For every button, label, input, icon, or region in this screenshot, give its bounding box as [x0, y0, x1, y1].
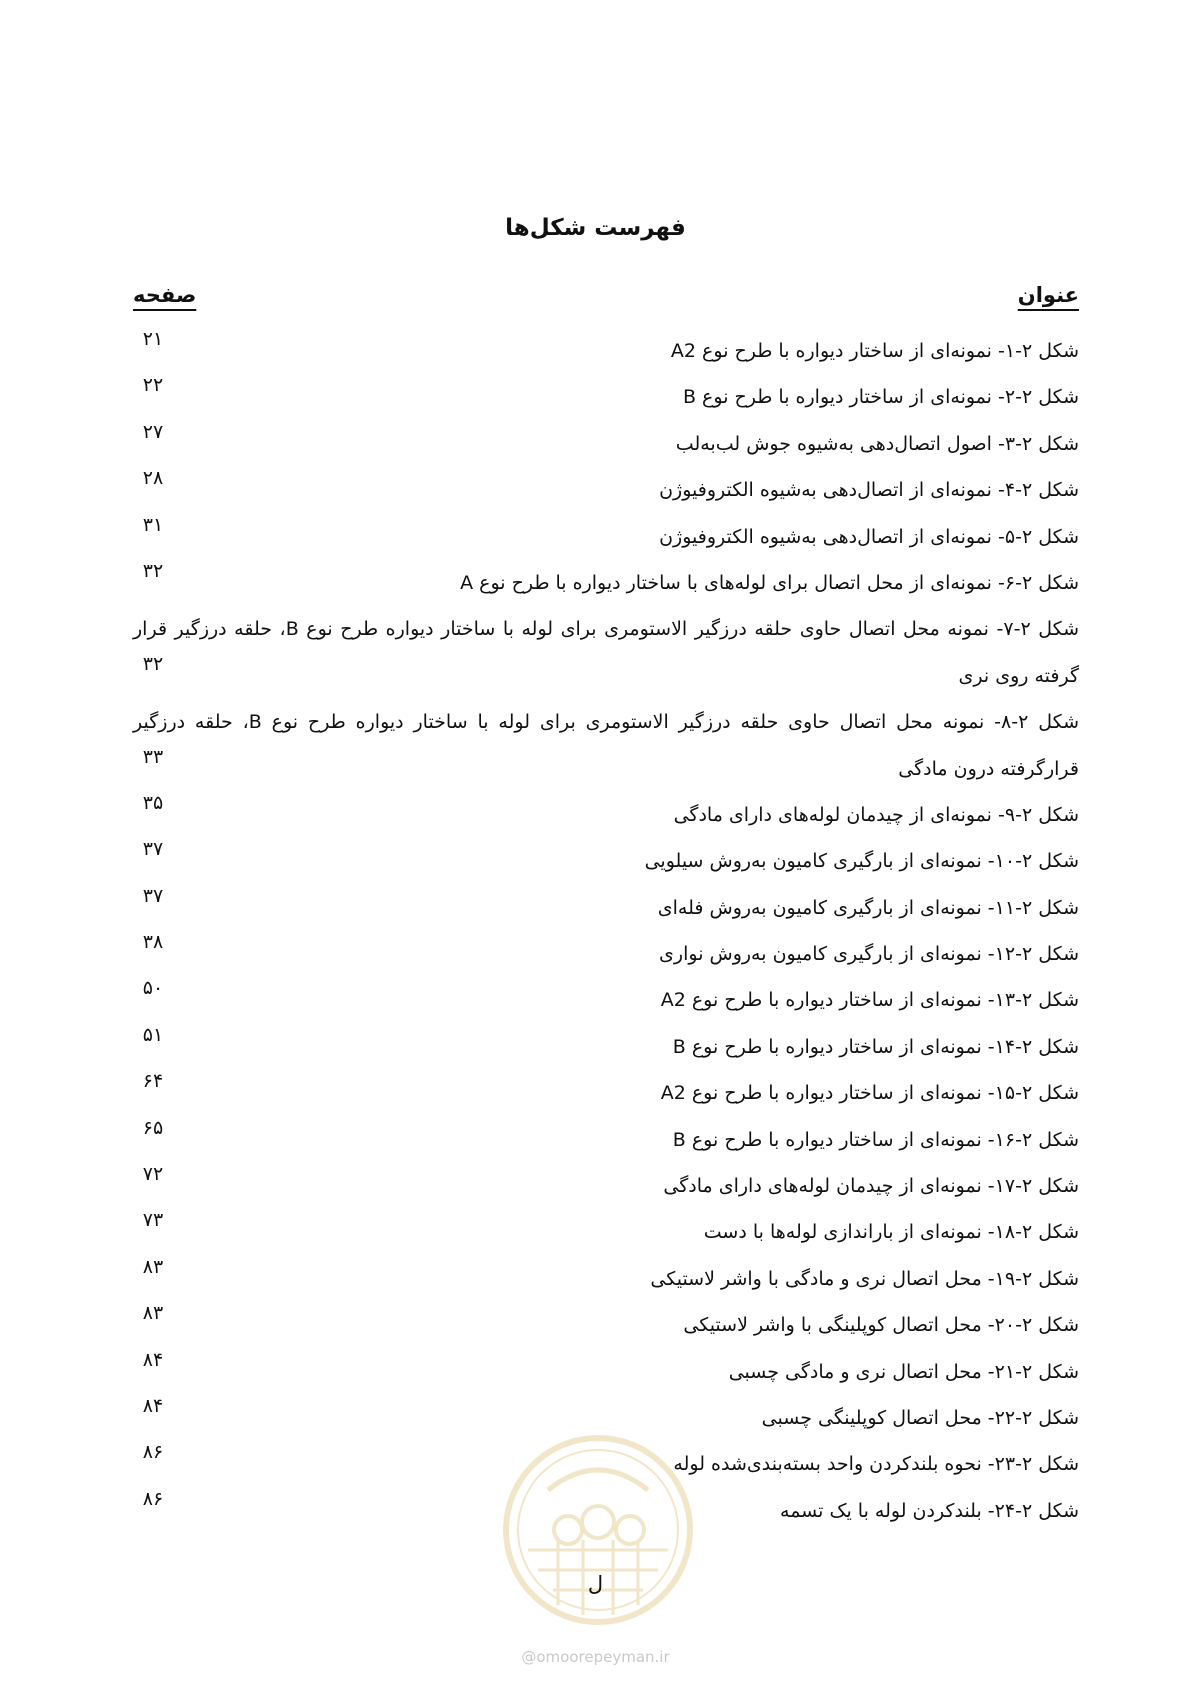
figure-entry	[0, 1163, 1191, 1209]
figure-entry	[0, 1209, 1191, 1255]
figure-entry-title: شکل ۲-۱- نمونه‌ای از ساختار دیواره با طرح نوع A2	[670, 340, 1079, 362]
figure-entry	[0, 977, 1191, 1023]
figure-entry-page: ۶۵	[142, 1116, 164, 1139]
figure-entry	[0, 931, 1191, 977]
figure-entry-title: شکل ۲-۱۳- نمونه‌ای از ساختار دیواره با طرح نوع A2	[660, 989, 1079, 1012]
figure-entry-title: شکل ۲-۱۷- نمونه‌ای از چیدمان لوله‌های دارای مادگی	[663, 1175, 1079, 1198]
figure-entry	[0, 1117, 1191, 1163]
figure-entry	[0, 1488, 1191, 1534]
figure-entry-title: شکل ۲-۲- نمونه‌ای از ساختار دیواره با طرح نوع B	[682, 386, 1079, 409]
page-number: ل	[587, 1572, 604, 1596]
figure-entry-page: ۲۷	[142, 420, 164, 443]
figure-entry-page: ۲۸	[142, 467, 164, 490]
figure-entry-title: شکل ۲-۱۰- نمونه‌ای از بارگیری کامیون به‌روش سیلویی	[644, 850, 1079, 873]
figure-entry-page: ۸۶	[142, 1441, 164, 1464]
figure-entry-page: ۸۳	[142, 1255, 164, 1278]
figure-list	[0, 328, 1191, 1534]
figure-entry-page: ۲۱	[142, 328, 164, 350]
figure-entry-title: شکل ۲-۲۰- محل اتصال کوپلینگی با واشر لاستیکی	[683, 1314, 1079, 1337]
figure-entry	[0, 1302, 1191, 1348]
figure-entry-title: شکل ۲-۹- نمونه‌ای از چیدمان لوله‌های دارای مادگی	[673, 803, 1079, 826]
figure-entry-page: ۳۵	[142, 791, 164, 814]
figure-entry-title: شکل ۲-۱۱- نمونه‌ای از بارگیری کامیون به‌روش فله‌ای	[657, 896, 1079, 919]
figure-entry-title: شکل ۲-۱۲- نمونه‌ای از بارگیری کامیون به‌روش نواری	[659, 943, 1079, 966]
figure-entry	[0, 1024, 1191, 1070]
figure-entry	[0, 1349, 1191, 1395]
figure-entry	[0, 1441, 1191, 1487]
figure-entry-title: شکل ۲-۱۶- نمونه‌ای از ساختار دیواره با طرح نوع B	[672, 1128, 1079, 1151]
figure-entry-page: ۷۳	[142, 1209, 164, 1232]
figure-entry-page: ۸۶	[142, 1487, 164, 1510]
figure-entry	[0, 606, 1191, 699]
figure-entry-page: ۸۳	[142, 1302, 164, 1325]
figure-entry-title: شکل ۲-۸- نمونه محل اتصال حاوی حلقه درزگیر الاستومری برای لوله با ساختار دیواره طرح نوع B، حلقه درزگیر	[133, 711, 1079, 734]
figure-entry	[0, 560, 1191, 606]
watermark-url: @omoorepeyman.ir	[521, 1648, 670, 1666]
figure-entry-title: گرفته روی نری	[958, 664, 1079, 687]
figure-entry-title: شکل ۲-۷- نمونه محل اتصال حاوی حلقه درزگیر الاستومری برای لوله با ساختار دیواره طرح نوع B، حلقه درزگیر قرار	[133, 618, 1079, 641]
figure-entry-page: ۸۴	[142, 1348, 164, 1371]
figure-entry-title: قرارگرفته درون مادگی	[898, 757, 1079, 780]
figure-entry-title: شکل ۲-۲۴- بلندکردن لوله با یک تسمه	[780, 1499, 1079, 1522]
figure-entry-title: شکل ۲-۱۹- محل اتصال نری و مادگی با واشر لاستیکی	[650, 1267, 1079, 1290]
figure-entry-title: شکل ۲-۶- نمونه‌ای از محل اتصال برای لوله‌های با ساختار دیواره با طرح نوع A	[460, 571, 1079, 594]
figure-entry-page: ۳۷	[142, 838, 164, 861]
figure-entry-page: ۳۸	[142, 931, 164, 954]
figure-entry-title: شکل ۲-۳- اصول اتصال‌دهی به‌شیوه جوش لب‌به‌لب	[675, 432, 1079, 455]
page-title: فهرست شکل‌ها	[505, 215, 686, 241]
figure-entry-title: شکل ۲-۲۱- محل اتصال نری و مادگی چسبی	[728, 1360, 1079, 1383]
figure-entry	[0, 514, 1191, 560]
figure-entry-page: ۶۴	[142, 1070, 164, 1093]
figure-entry	[0, 699, 1191, 792]
figure-entry-title: شکل ۲-۱۴- نمونه‌ای از ساختار دیواره با طرح نوع B	[672, 1035, 1079, 1058]
title-column-header: عنوان	[1017, 283, 1079, 307]
figure-entry-page: ۳۱	[142, 513, 164, 536]
figure-entry-page: ۳۲	[142, 652, 164, 675]
figure-entry-title: شکل ۲-۴- نمونه‌ای از اتصال‌دهی به‌شیوه الکتروفیوژن	[659, 479, 1079, 502]
page-column-header: صفحه	[133, 283, 197, 307]
figure-entry-page: ۳۷	[142, 884, 164, 907]
figure-entry-page: ۵۰	[142, 977, 164, 1000]
figure-entry-page: ۳۳	[142, 745, 164, 768]
figure-entry-page: ۸۴	[142, 1394, 164, 1417]
figure-entry	[0, 467, 1191, 513]
figure-entry	[0, 885, 1191, 931]
figure-entry	[0, 1070, 1191, 1116]
figure-entry	[0, 1395, 1191, 1441]
figure-entry-page: ۵۱	[142, 1023, 164, 1046]
figure-entry	[0, 1256, 1191, 1302]
figure-entry-page: ۲۲	[142, 374, 164, 397]
figure-entry-title: شکل ۲-۲۲- محل اتصال کوپلینگی چسبی	[761, 1406, 1079, 1429]
figure-entry-title: شکل ۲-۱۸- نمونه‌ای از باراندازی لوله‌ها با دست	[703, 1221, 1079, 1244]
figure-entry	[0, 374, 1191, 420]
figure-entry-page: ۳۲	[142, 559, 164, 582]
figure-entry-title: شکل ۲-۱۵- نمونه‌ای از ساختار دیواره با طرح نوع A2	[660, 1082, 1079, 1105]
figure-entry	[0, 328, 1191, 374]
figure-entry	[0, 421, 1191, 467]
figure-entry-title: شکل ۲-۲۳- نحوه بلندکردن واحد بسته‌بندی‌شده لوله	[673, 1453, 1079, 1476]
figure-entry-page: ۷۲	[142, 1163, 164, 1186]
figure-entry	[0, 792, 1191, 838]
figure-entry-title: شکل ۲-۵- نمونه‌ای از اتصال‌دهی به‌شیوه الکتروفیوژن	[659, 525, 1079, 548]
figure-entry	[0, 838, 1191, 884]
